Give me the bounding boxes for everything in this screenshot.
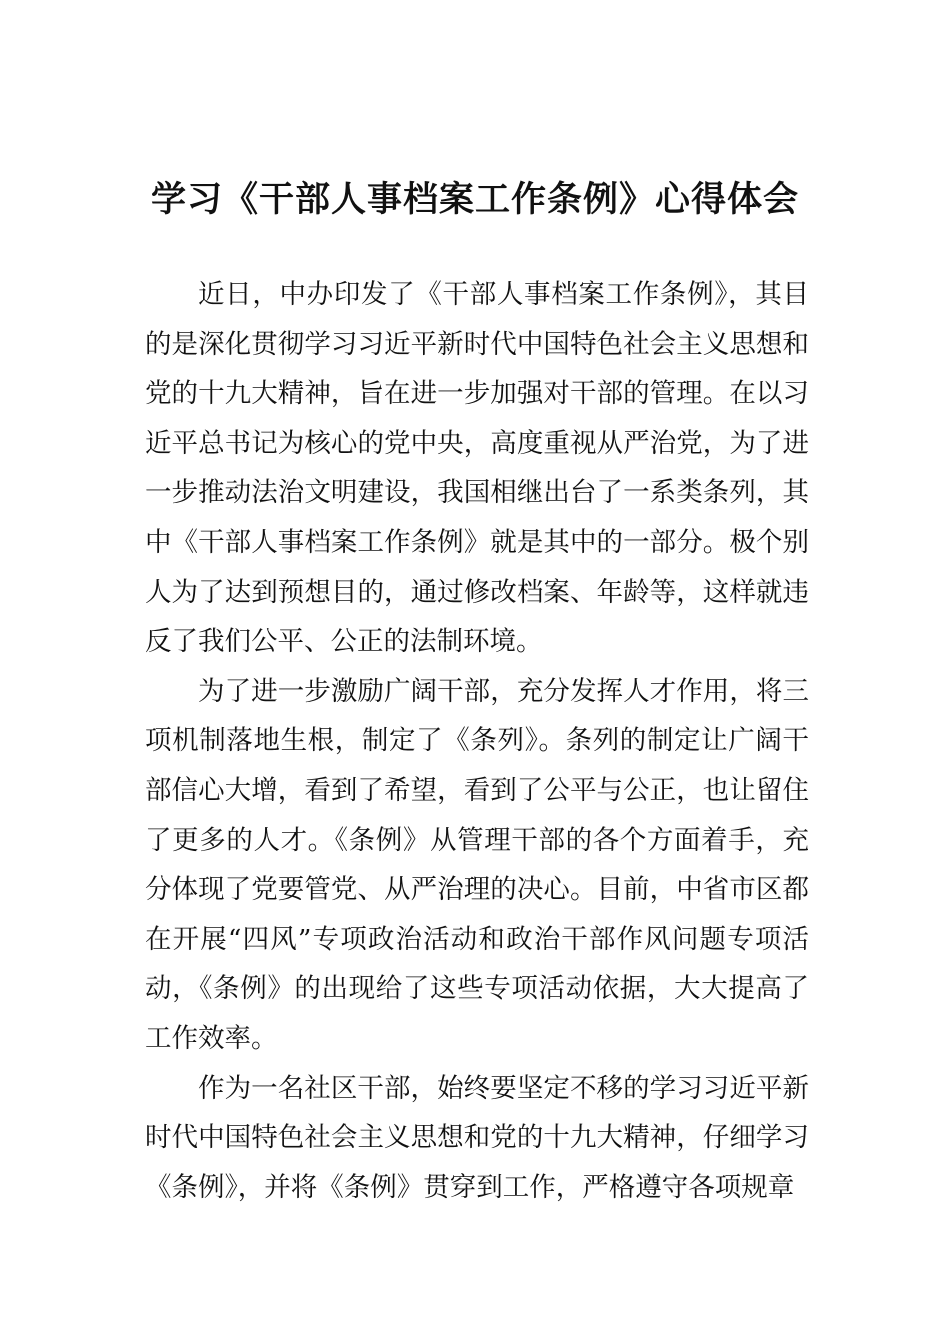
paragraph-1: 近日，中办印发了《干部人事档案工作条例》，其目的是深化贯彻学习习近平新时代中国特色社会主义思想和党的十九大精神，旨在进一步加强对干部的管理。在以习近平总书记为核心的党中央，高度重视从严治党，为了进一步推动法治文明建设，我国相继出台了一系类条列，其中《干部人事档案工作条例》就是其中的一部分。极个别人为了达到预想目的，通过修改档案、年龄等，这样就违反了我们公平、公正的法制环境。 [145, 279, 809, 658]
document-title: 学习《干部人事档案工作条例》心得体会 [150, 179, 799, 220]
paragraph-2: 为了进一步激励广阔干部，充分发挥人才作用，将三项机制落地生根，制定了《条列》。条列的制定让广阔干部信心大增，看到了希望，看到了公平与公正，也让留住了更多的人才。《条例》从管理干部的各个方面着手，充分体现了党要管党、从严治理的决心。目前，中省市区都在开展“四风”专项政治活动和政治干部作风问题专项活动，《条例》的出现给了这些专项活动依据，大大提高了工作效率。 [145, 675, 809, 1054]
paragraph-3: 作为一名社区干部，始终要坚定不移的学习习近平新时代中国特色社会主义思想和党的十九大精神，仔细学习《条例》，并将《条例》贯穿到工作，严格遵守各项规章 [145, 1072, 809, 1203]
document-body [145, 270, 809, 1212]
